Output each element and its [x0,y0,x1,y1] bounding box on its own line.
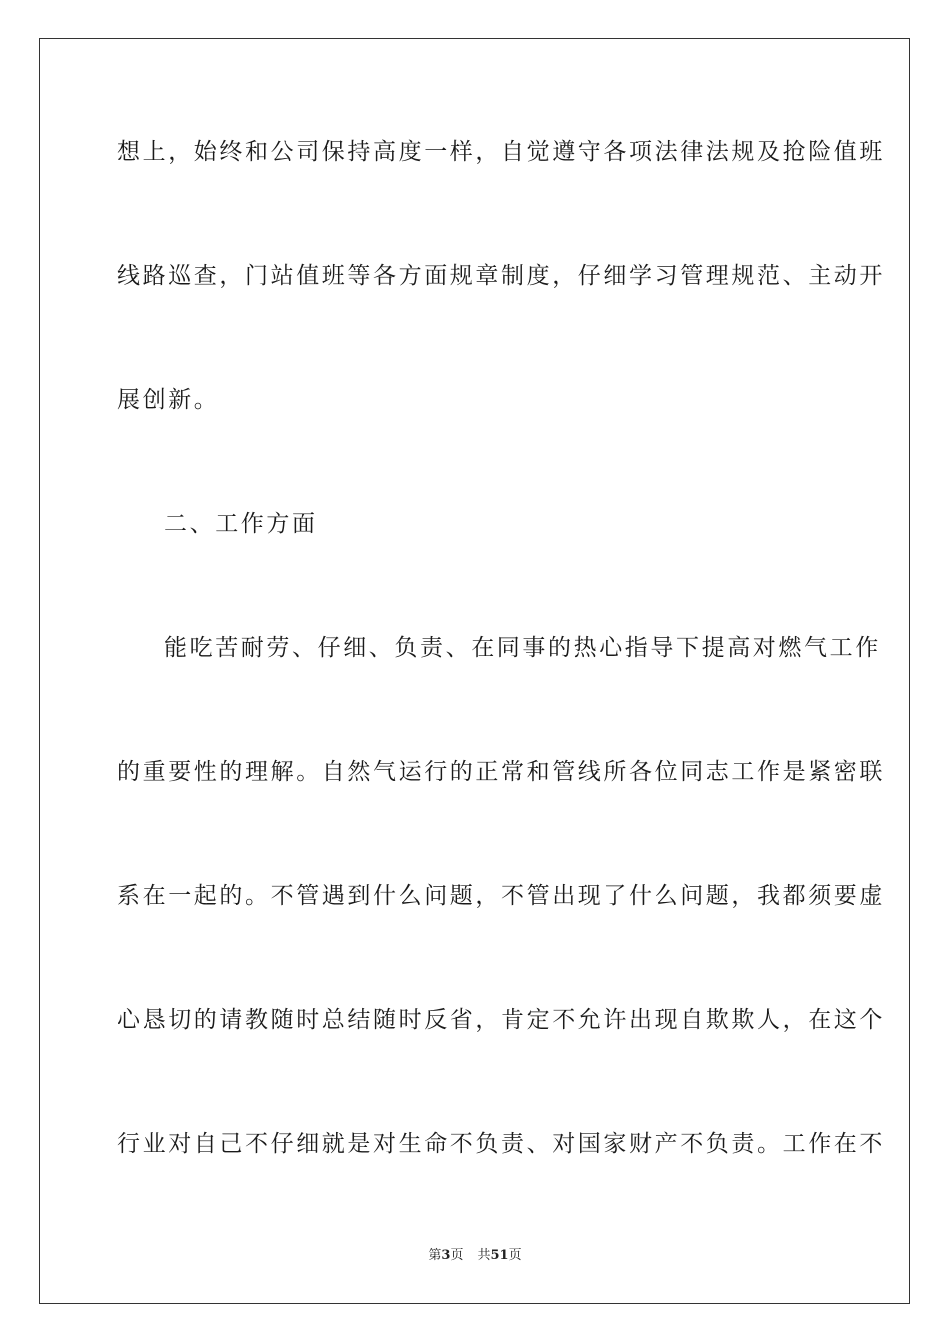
paragraph-line-8: 心恳切的请教随时总结随时反省，肯定不允许出现自欺欺人，在这个 [117,1007,885,1033]
footer-page-number: 3 [441,1248,451,1263]
page-footer [0,1247,950,1265]
paragraph-line-7: 系在一起的。不管遇到什么问题，不管出现了什么问题，我都须要虚 [117,883,885,909]
paragraph-line-3: 展创新。 [117,387,220,413]
paragraph-line-2: 线路巡查，门站值班等各方面规章制度，仔细学习管理规范、主动开 [117,263,885,289]
paragraph-line-1: 想上，始终和公司保持高度一样，自觉遵守各项法律法规及抢险值班 [117,139,885,165]
footer-total-prefix: 共 [477,1248,491,1263]
footer-total-suffix: 页 [508,1248,522,1263]
paragraph-line-9: 行业对自己不仔细就是对生命不负责、对国家财产不负责。工作在不 [117,1131,885,1157]
section-heading: 二、工作方面 [164,511,318,537]
footer-total-pages: 51 [490,1248,509,1263]
footer-page-suffix: 页 [450,1248,464,1263]
footer-page-prefix: 第 [428,1248,442,1263]
page-border [39,38,910,1304]
paragraph-line-6: 的重要性的理解。自然气运行的正常和管线所各位同志工作是紧密联 [117,759,885,785]
paragraph-line-5: 能吃苦耐劳、仔细、负责、在同事的热心指导下提高对燃气工作 [164,635,881,661]
